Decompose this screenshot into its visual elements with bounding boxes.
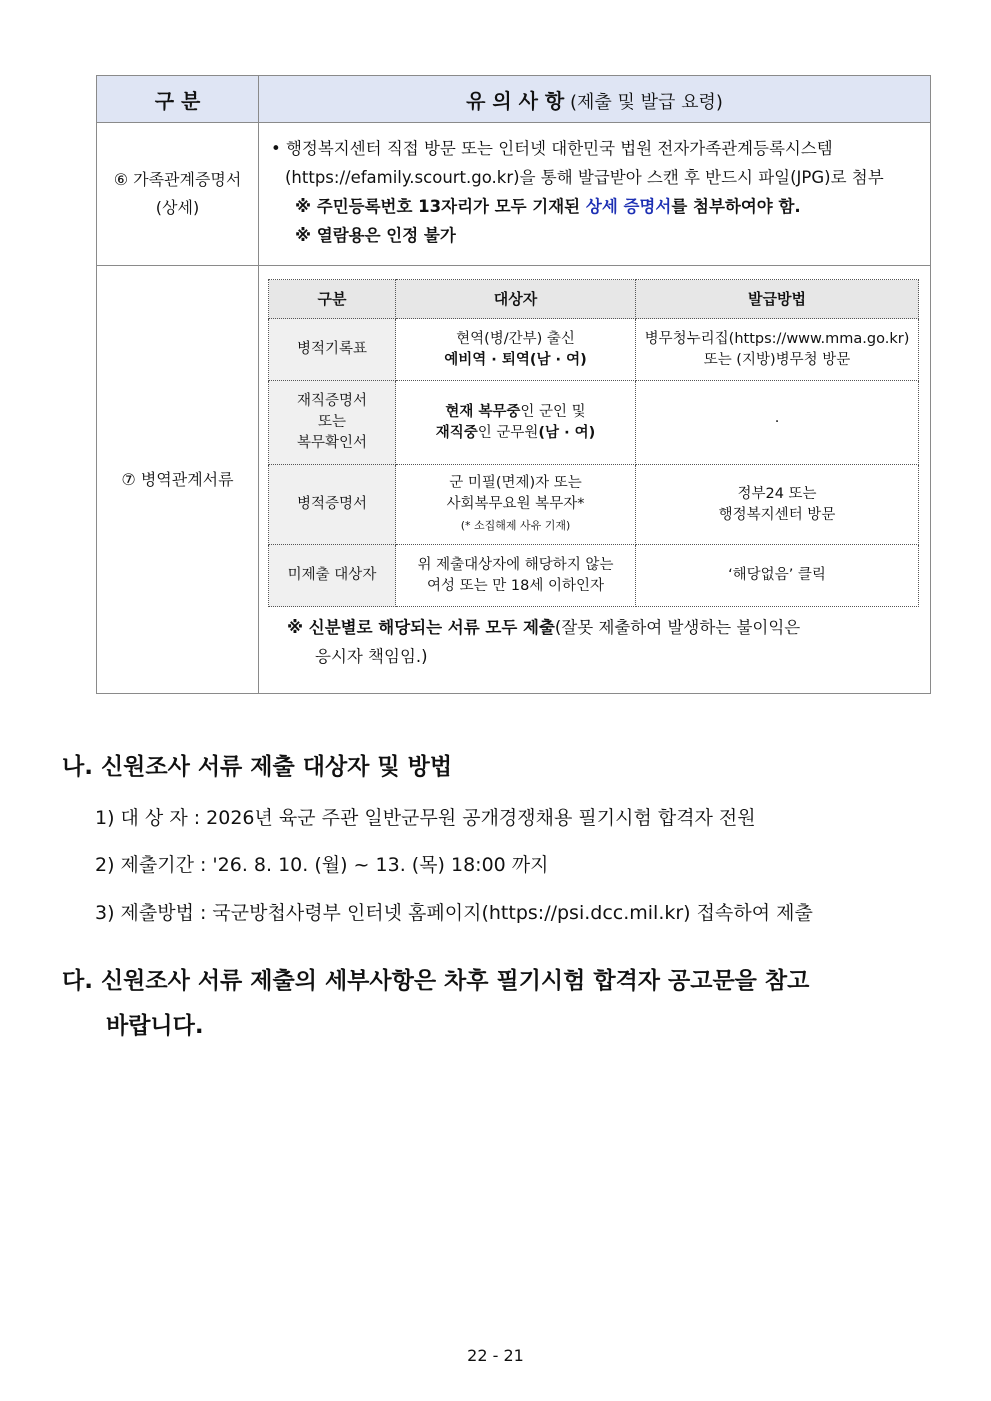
exempt-target-l1: 위 제출대상자에 해당하지 않는 (417, 556, 614, 573)
family-cert-warning-2: ※ 열람용은 인정 불가 (295, 226, 456, 245)
employment-target-b: 인 군인 및 (520, 403, 586, 420)
section-na-item-2: 2) 제출기간 : '26. 8. 10. (월) ~ 13. (목) 18:00 까지 (95, 854, 549, 876)
family-cert-warning-1 (267, 192, 924, 221)
page-number: 22 - 21 (467, 1346, 524, 1365)
section-na-item-1: 1) 대 상 자 : 2026년 육군 주관 일반군무원 공개경쟁채용 필기시험 합격자 전원 (95, 807, 756, 829)
record-method-l1: 병무청누리집(https://www.mma.go.kr) (644, 330, 910, 347)
military-docs-notes (259, 266, 931, 694)
table-row-military-docs (97, 266, 931, 694)
inner-row-employment (269, 381, 919, 465)
inner-header-method: 발급방법 (636, 280, 919, 319)
footnote-line-2: 응시자 책임임.) (315, 647, 428, 666)
employment-target-c: 재직중 (435, 424, 478, 441)
employment-type (269, 381, 396, 465)
cert-target-l3: (* 소집해제 사유 기재) (460, 519, 571, 532)
table-header-row (97, 76, 931, 123)
employment-type-l3: 복무확인서 (296, 435, 368, 451)
inner-row-record (269, 319, 919, 381)
cert-target (396, 465, 636, 545)
section-na-item-3: 3) 제출방법 : 국군방첩사령부 인터넷 홈페이지(https://psi.dcc.mil.kr) 접속하여 제출 (95, 902, 813, 924)
record-method-l2: 또는 (지방)병무청 방문 (703, 351, 851, 368)
header-notes-sub: (제출 및 발급 요령) (564, 91, 723, 113)
table-row-family-cert (97, 123, 931, 266)
employment-type-l2: 또는 (317, 414, 346, 430)
cert-target-l2: 사회복무요원 복무자* (446, 496, 585, 512)
warning-1-part-c: 를 첨부하여야 함. (671, 197, 801, 216)
record-type: 병적기록표 (269, 319, 396, 381)
inner-header-type: 구분 (269, 280, 396, 319)
cert-method-l1: 정부24 또는 (737, 485, 817, 502)
record-method (636, 319, 919, 381)
employment-target-d: 인 군무원 (477, 424, 539, 441)
military-docs-inner-table (268, 279, 919, 607)
warning-1-highlight: 상세 증명서 (585, 197, 672, 216)
bullet-line-2: (https://efamily.scourt.go.kr)을 통해 발급받아 스캔 후 반드시 파일(JPG)로 첨부 (285, 168, 884, 187)
footnote-bold: ※ 신분별로 해당되는 서류 모두 제출 (287, 618, 555, 637)
warning-1-part-a: ※ 주민등록번호 13자리가 모두 기재된 (295, 197, 586, 216)
employment-type-l1: 재직증명서 (296, 393, 368, 409)
employment-target-a: 현재 복무중 (445, 403, 521, 420)
requirements-table (96, 75, 931, 694)
military-docs-category: ⑦ 병역관계서류 (97, 266, 259, 694)
inner-header-row (269, 280, 919, 319)
bullet-line-1: 행정복지센터 직접 방문 또는 인터넷 대한민국 법원 전자가족관계등록시스템 (285, 139, 833, 158)
section-na-title: 나. 신원조사 서류 제출 대상자 및 방법 (62, 754, 453, 780)
employment-target-e: (남 · 여) (538, 424, 596, 441)
section-da-line-2: 바랍니다. (106, 1013, 204, 1039)
inner-row-exempt (269, 545, 919, 607)
header-category: 구 분 (97, 76, 259, 123)
family-cert-category (97, 123, 259, 266)
exempt-target (396, 545, 636, 607)
family-cert-sublabel: (상세) (155, 198, 200, 217)
military-docs-footnote (265, 607, 924, 681)
record-target-l1: 현역(병/간부) 출신 (456, 330, 575, 347)
family-cert-label: ⑥ 가족관계증명서 (113, 170, 242, 189)
employment-method: · (636, 381, 919, 465)
record-target-l2: 예비역 · 퇴역(남 · 여) (444, 351, 587, 368)
employment-target (396, 381, 636, 465)
cert-type: 병적증명서 (269, 465, 396, 545)
inner-row-cert (269, 465, 919, 545)
family-cert-notes (259, 123, 931, 266)
cert-target-l1: 군 미필(면제)자 또는 (449, 475, 582, 491)
header-notes-main: 유 의 사 항 (466, 88, 565, 113)
section-da-line-1: 다. 신원조사 서류 제출의 세부사항은 차후 필기시험 합격자 공고문을 참고 (62, 968, 810, 994)
record-target (396, 319, 636, 381)
exempt-type: 미제출 대상자 (269, 545, 396, 607)
exempt-target-l2: 여성 또는 만 18세 이하인자 (427, 577, 604, 594)
inner-header-target: 대상자 (396, 280, 636, 319)
cert-method (636, 465, 919, 545)
exempt-method: ‘해당없음’ 클릭 (636, 545, 919, 607)
cert-method-l2: 행정복지센터 방문 (718, 506, 836, 523)
family-cert-bullet: • 행정복지센터 직접 방문 또는 인터넷 대한민국 법원 전자가족관계등록시스템 (https://efamily.scourt.go.kr)을 통해 발급받아 스캔 후 반드시 파일(JPG)로 첨부 (267, 134, 924, 192)
footnote-rest: (잘못 제출하여 발생하는 불이익은 (554, 618, 801, 637)
header-notes (259, 76, 931, 123)
